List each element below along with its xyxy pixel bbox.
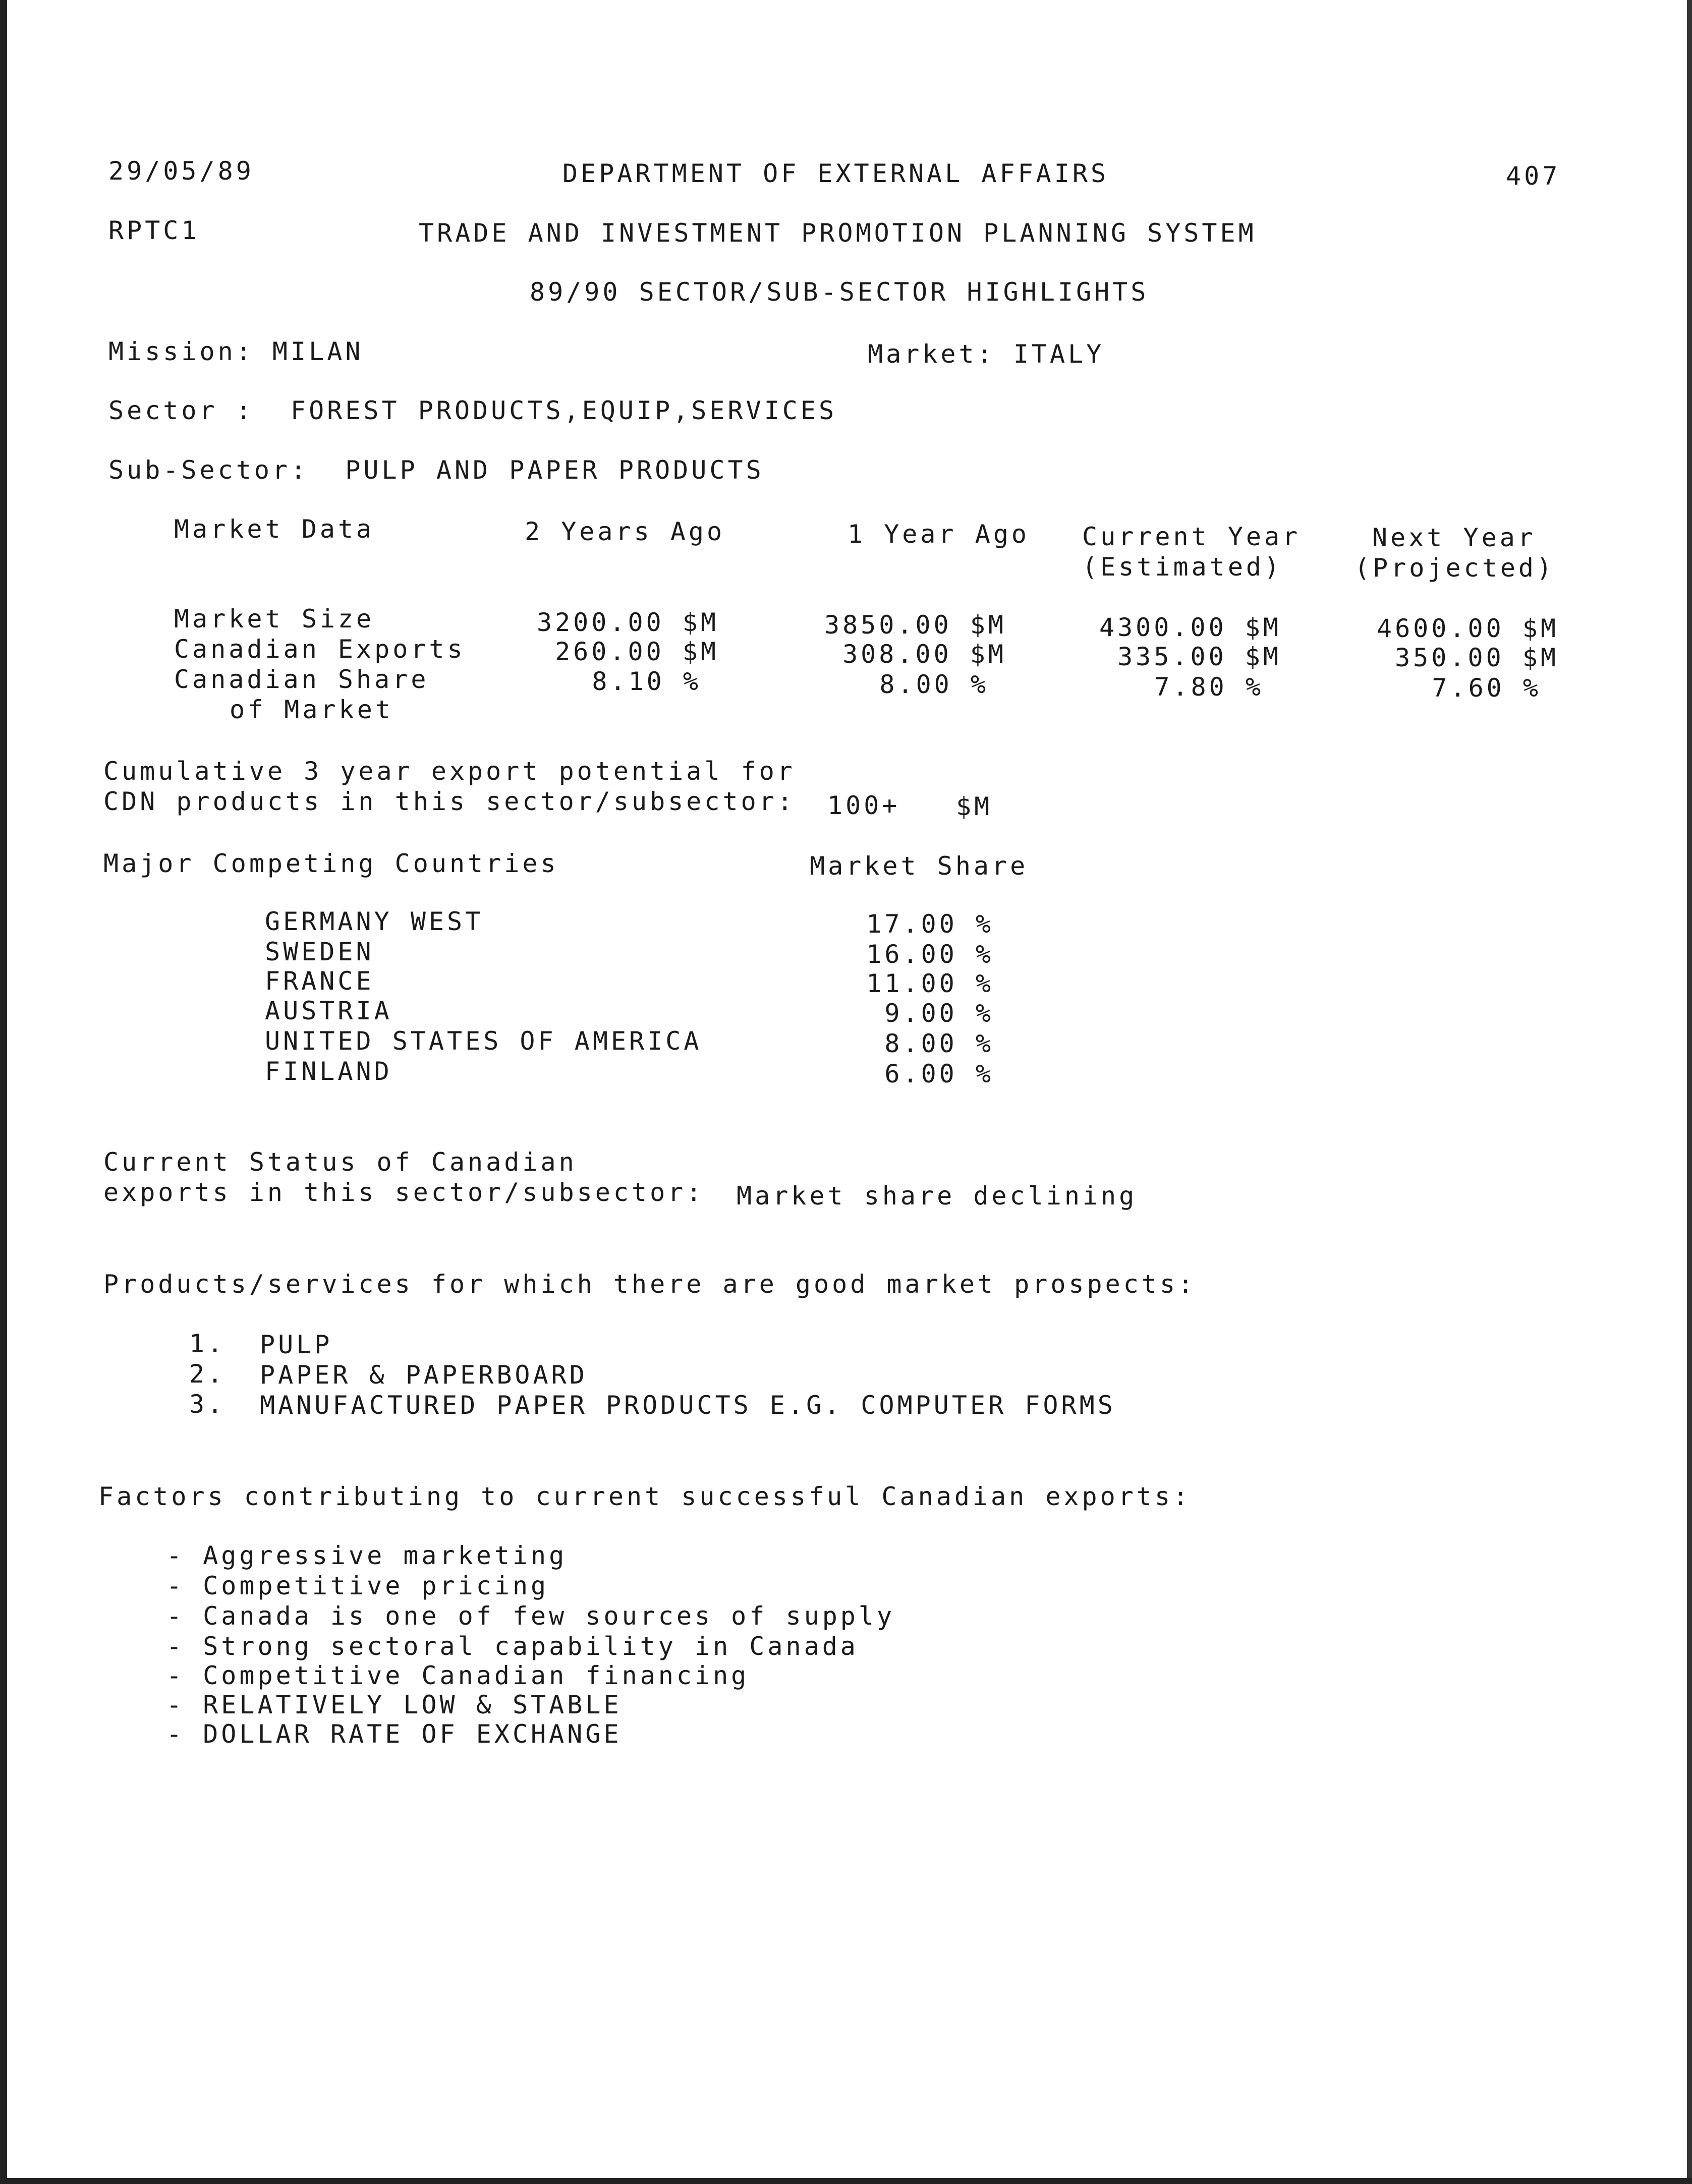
country-share: 17.00 % (866, 909, 994, 939)
cell-value: 335.00 $M (1117, 642, 1281, 671)
item-text: PAPER & PAPERBOARD (260, 1360, 588, 1390)
cell-value: 8.00 % (879, 670, 989, 699)
col-next-year-note: (Projected) (1355, 553, 1555, 583)
scan-edge-left (0, 0, 7, 2184)
list-item: - Competitive pricing (166, 1571, 549, 1600)
cell-value: 260.00 $M (555, 637, 719, 666)
list-item: - DOLLAR RATE OF EXCHANGE (166, 1719, 622, 1749)
cell-value: 7.80 % (1154, 672, 1264, 702)
mission-line: Mission: MILAN (108, 337, 364, 366)
potential-line-1: Cumulative 3 year export potential for (103, 757, 796, 786)
col-one-year-ago: 1 Year Ago (848, 520, 1030, 549)
potential-value: 100+ (827, 791, 900, 820)
report-code: RPTC1 (108, 216, 200, 245)
potential-unit: $M (956, 792, 993, 821)
row-label: Canadian Share (174, 665, 429, 694)
scan-edge-bottom (0, 2178, 1692, 2184)
country-share: 9.00 % (884, 999, 994, 1028)
list-item: - Canada is one of few sources of supply (166, 1601, 895, 1631)
col-two-years-ago: 2 Years Ago (525, 517, 725, 546)
country-name: FINLAND (265, 1057, 392, 1086)
cell-value: 8.10 % (592, 667, 701, 696)
country-name: SWEDEN (265, 937, 374, 966)
system-name: TRADE AND INVESTMENT PROMOTION PLANNING SYSTEM (419, 218, 1257, 248)
market-line: Market: ITALY (868, 339, 1105, 369)
col-market-data: Market Data (174, 514, 375, 544)
country-name: FRANCE (265, 966, 374, 996)
list-item: - Strong sectoral capability in Canada (166, 1632, 859, 1661)
cell-value: 3850.00 $M (824, 610, 1006, 640)
scan-edge-right (1687, 0, 1692, 2184)
prospects-heading: Products/services for which there are good market prospects: (103, 1270, 1197, 1299)
list-item: - Aggressive marketing (166, 1541, 568, 1570)
factors-heading: Factors contributing to current successful Canadian exports: (98, 1482, 1192, 1511)
country-share: 16.00 % (866, 940, 994, 969)
competitors-heading: Major Competing Countries (103, 849, 559, 878)
sector-line: Sector : FOREST PRODUCTS,EQUIP,SERVICES (108, 396, 837, 425)
potential-line-2: CDN products in this sector/subsector: (103, 787, 796, 816)
item-number: 2. (189, 1359, 226, 1389)
item-text: PULP (260, 1330, 333, 1359)
country-name: AUSTRIA (265, 996, 392, 1025)
cell-value: 3200.00 $M (536, 608, 719, 637)
col-current-year: Current Year (1082, 522, 1301, 551)
col-current-year-note: (Estimated) (1082, 552, 1283, 582)
country-name: UNITED STATES OF AMERICA (265, 1026, 702, 1056)
market-share-heading: Market Share (810, 851, 1029, 881)
cell-value: 308.00 $M (842, 640, 1006, 669)
status-value: Market share declining (737, 1181, 1138, 1211)
cell-value: 4300.00 $M (1099, 613, 1281, 642)
cell-value: 7.60 % (1432, 673, 1541, 703)
col-next-year: Next Year (1372, 523, 1536, 552)
item-text: MANUFACTURED PAPER PRODUCTS E.G. COMPUTER FORMS (260, 1391, 1116, 1420)
sub-sector-line: Sub-Sector: PULP AND PAPER PRODUCTS (108, 455, 764, 485)
report-title: 89/90 SECTOR/SUB-SECTOR HIGHLIGHTS (530, 277, 1149, 307)
row-label: Canadian Exports (174, 635, 466, 664)
row-label-continued: of Market (230, 695, 393, 724)
list-item: - Competitive Canadian financing (166, 1661, 750, 1690)
item-number: 1. (189, 1329, 226, 1358)
status-line-2: exports in this sector/subsector: (103, 1178, 705, 1207)
cell-value: 350.00 $M (1395, 643, 1559, 672)
report-date: 29/05/89 (108, 156, 254, 186)
list-item: - RELATIVELY LOW & STABLE (166, 1690, 622, 1719)
country-name: GERMANY WEST (265, 907, 484, 936)
item-number: 3. (189, 1390, 226, 1419)
page-number: 407 (1506, 161, 1561, 191)
cell-value: 4600.00 $M (1376, 614, 1559, 643)
country-share: 8.00 % (884, 1029, 994, 1058)
department-name: DEPARTMENT OF EXTERNAL AFFAIRS (562, 159, 1109, 188)
status-line-1: Current Status of Canadian (103, 1147, 577, 1177)
row-label: Market Size (174, 604, 375, 634)
country-share: 6.00 % (884, 1059, 994, 1088)
country-share: 11.00 % (866, 969, 994, 998)
